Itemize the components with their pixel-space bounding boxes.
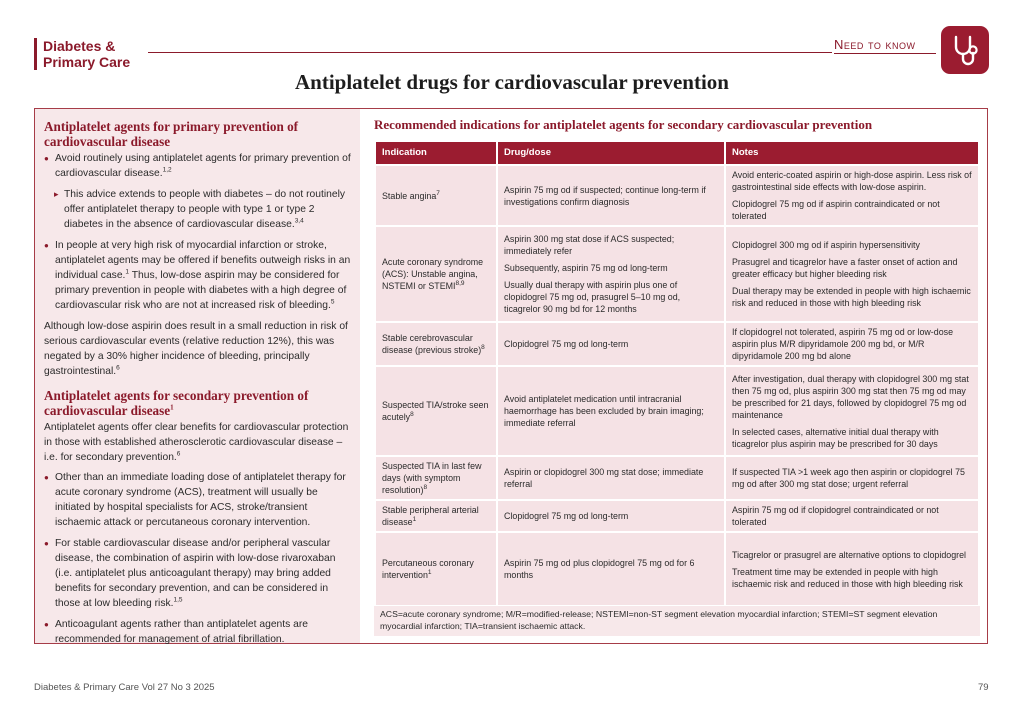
dose-cell <box>498 323 724 365</box>
table-row <box>376 367 978 455</box>
indications-table <box>374 140 980 607</box>
column-header: Notes <box>726 142 978 164</box>
dose-text: Usually dual therapy with aspirin plus one of clopidogrel 75 mg od, prasugrel 5–10 mg od, ticagrelor 90 mg bd for 12 months <box>504 280 681 314</box>
table-row <box>376 533 978 605</box>
journal-brand <box>43 38 130 70</box>
table-row <box>376 227 978 321</box>
notes-text: Aspirin 75 mg od if clopidogrel contraindicated or not tolerated <box>732 505 939 527</box>
list-item: ● Anticoagulant agents rather than antiplatelet agents are recommended for management of atrial fibrillation. <box>44 617 352 647</box>
indication-cell: Stable angina$^7$ <box>376 166 496 225</box>
notes-cell <box>726 457 978 499</box>
dose-cell <box>498 457 724 499</box>
notes-text: If suspected TIA >1 week ago then aspirin or clopidogrel 75 mg od after 300 mg stat dose; urgent referral <box>732 467 965 489</box>
column-header: Drug/dose <box>498 142 724 164</box>
dose-cell <box>498 533 724 605</box>
notes-text: Prasugrel and ticagrelor have a faster onset of action and greater efficacy but higher bleeding risk <box>732 257 958 279</box>
dose-cell <box>498 166 724 225</box>
dose-text: Aspirin 75 mg od plus clopidogrel 75 mg od for 6 months <box>504 558 695 580</box>
dose-cell <box>498 501 724 531</box>
list-item: ● In people at very high risk of myocardial infarction or stroke, antiplatelet agents may be offered if benefits outweigh risks in an individual case.$^1$ Thus, low-dose aspirin may be considered for primary prevention in people with diabetes with a high degree of cardiovascular risk who are not at increased risk of bleeding.$^5$ <box>44 238 352 313</box>
notes-cell <box>726 533 978 605</box>
section-label: Need to know <box>834 37 916 52</box>
stethoscope-icon <box>941 26 989 74</box>
notes-cell <box>726 166 978 225</box>
list-item: ● For stable cardiovascular disease and/or peripheral vascular disease, the combination of aspirin with low-dose rivaroxaban (i.e. antiplatelet plus anticoagulant therapy) may bring added benefits for secondary prevention, and can be considered in those at low bleeding risk.$^{1,5}$ <box>44 536 352 611</box>
indication-cell: Stable peripheral arterial disease$^1$ <box>376 501 496 531</box>
notes-text: Dual therapy may be extended in people with high ischaemic risk and reduced in those with high bleeding risk <box>732 286 971 308</box>
left-panel <box>35 109 360 643</box>
brand-line-1: Diabetes & <box>43 38 116 54</box>
indication-cell: Stable cerebrovascular disease (previous stroke)$^8$ <box>376 323 496 365</box>
notes-cell <box>726 501 978 531</box>
primary-prevention-heading: Antiplatelet agents for primary prevention of cardiovascular disease <box>44 119 299 149</box>
dose-text: Aspirin 75 mg od if suspected; continue long-term if investigations confirm diagnosis <box>504 184 706 207</box>
notes-cell <box>726 227 978 321</box>
table-row <box>376 166 978 225</box>
journal-citation: Diabetes & Primary Care Vol 27 No 3 2025 <box>34 682 215 693</box>
section-rule <box>834 53 936 54</box>
dose-text: Clopidogrel 75 mg od long-term <box>504 339 629 349</box>
paragraph: Antiplatelet agents offer clear benefits for cardiovascular protection in those with established atherosclerotic cardiovascular disease – i.e. for secondary prevention.$^6$ <box>44 422 349 463</box>
dose-text: Subsequently, aspirin 75 mg od long-term <box>504 263 668 273</box>
paragraph: Although low-dose aspirin does result in a small reduction in risk of serious cardiovascular events (relative reduction 12%), this was negated by a 30% higher incidence of bleeding, principally gastrointestinal.$^6$ <box>44 321 348 377</box>
notes-text: In selected cases, alternative initial dual therapy with ticagrelor plus aspirin may be prescribed for 30 days <box>732 426 939 449</box>
dose-text: Aspirin or clopidogrel 300 mg stat dose; immediate referral <box>504 467 704 489</box>
dose-text: Aspirin 300 mg stat dose if ACS suspected; immediately refer <box>504 234 675 256</box>
notes-text: Ticagrelor or prasugrel are alternative options to clopidogrel <box>732 549 966 560</box>
dose-text: Avoid antiplatelet medication until intracranial haemorrhage has been excluded by brain imaging; immediate referral <box>504 394 704 428</box>
notes-text: Clopidogrel 75 mg od if aspirin contraindicated or not tolerated <box>732 199 940 221</box>
brand-bar <box>34 38 37 70</box>
dose-cell <box>498 227 724 321</box>
table-row <box>376 323 978 365</box>
list-item: ● Avoid routinely using antiplatelet agents for primary prevention of cardiovascular disease.$^{1,2}$ <box>44 151 352 181</box>
list-subitem: ▸ This advice extends to people with diabetes – do not routinely offer antiplatelet therapy to people with type 1 or type 2 diabetes in the absence of cardiovascular disease.$^{3,4}$ <box>44 187 352 232</box>
table-header-row <box>376 142 978 164</box>
notes-cell <box>726 367 978 455</box>
notes-text: If clopidogrel not tolerated, aspirin 75 mg od or low-dose aspirin plus M/R dipyridamole 200 mg bd, or M/R dipyridamole 200 mg bd alone <box>732 327 954 361</box>
brand-line-2: Primary Care <box>43 54 131 70</box>
header-rule <box>148 52 832 53</box>
notes-cell <box>726 323 978 365</box>
notes-text: Treatment time may be extended in people with high ischaemic risk and reduced in those with high bleeding risk <box>732 566 963 589</box>
list-item: ● Other than an immediate loading dose of antiplatelet therapy for acute coronary syndrome (ACS), treatment will usually be initiated by hospital specialists for ACS, stroke/transient ischaemic attack or percutaneous coronary intervention. <box>44 470 352 530</box>
indication-cell: Suspected TIA in last few days (with symptom resolution)$^8$ <box>376 457 496 499</box>
dose-text: Clopidogrel 75 mg od long-term <box>504 511 629 521</box>
table-row <box>376 457 978 499</box>
indication-cell: Percutaneous coronary intervention$^1$ <box>376 533 496 605</box>
table-heading: Recommended indications for antiplatelet agents for secondary cardiovascular prevention <box>374 117 873 132</box>
notes-text: Avoid enteric-coated aspirin or high-dose aspirin. Less risk of gastrointestinal side effects with low-dose aspirin. <box>732 170 972 192</box>
page-title: Antiplatelet drugs for cardiovascular prevention <box>295 70 729 94</box>
secondary-prevention-heading: Antiplatelet agents for secondary prevention of cardiovascular disease$^1$ <box>44 388 309 418</box>
notes-text: After investigation, dual therapy with clopidogrel 300 mg stat then 75 mg od, plus aspirin 300 mg stat then 75 mg od may be prescribed for 21 days, followed by clopidogrel 75 mg od maintenance <box>732 373 969 420</box>
table-row <box>376 501 978 531</box>
dose-cell <box>498 367 724 455</box>
notes-text: Clopidogrel 300 mg od if aspirin hypersensitivity <box>732 240 920 250</box>
table-footnote: ACS=acute coronary syndrome; M/R=modified-release; NSTEMI=non-ST segment elevation myocardial infarction; STEMI=ST segment elevation myocardial infarction; TIA=transient ischaemic attack. <box>374 606 980 636</box>
indication-cell: Suspected TIA/stroke seen acutely$^8$ <box>376 367 496 455</box>
indication-cell: Acute coronary syndrome (ACS): Unstable angina, NSTEMI or STEMI$^{8,9}$ <box>376 227 496 321</box>
page-number: 79 <box>978 682 989 693</box>
column-header: Indication <box>376 142 496 164</box>
